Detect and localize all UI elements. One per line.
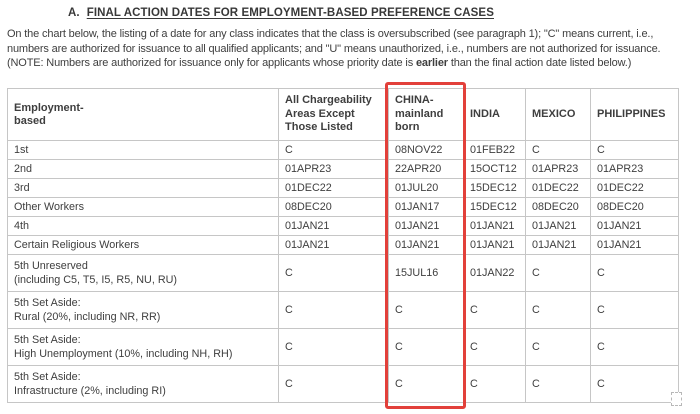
col-header-mexico: MEXICO bbox=[526, 89, 591, 141]
cell-mexico: 08DEC20 bbox=[526, 198, 591, 217]
col-header-employment-based: Employment-based bbox=[8, 89, 279, 141]
cell-philippines: C bbox=[591, 141, 679, 160]
cell-philippines: 08DEC20 bbox=[591, 198, 679, 217]
cell-india: 01JAN21 bbox=[464, 236, 526, 255]
row-label: 5th Set Aside: Infrastructure (2%, including RI) bbox=[8, 366, 279, 403]
cell-india: 01JAN22 bbox=[464, 255, 526, 292]
row-label: 5th Unreserved (including C5, T5, I5, R5, NU, RU) bbox=[8, 255, 279, 292]
table-row-eb5-set-aside-infrastructure bbox=[8, 366, 679, 403]
final-action-dates-table bbox=[7, 88, 679, 403]
row-label: 1st bbox=[8, 141, 279, 160]
cell-india: C bbox=[464, 366, 526, 403]
col-header-all-chargeability: All Chargeability Areas Except Those Listed bbox=[279, 89, 389, 141]
selection-handle-artifact bbox=[671, 392, 682, 406]
cell-all-chargeability: C bbox=[279, 366, 389, 403]
cell-mexico: 01JAN21 bbox=[526, 217, 591, 236]
cell-india: C bbox=[464, 292, 526, 329]
cell-mexico: C bbox=[526, 366, 591, 403]
cell-philippines: 01APR23 bbox=[591, 160, 679, 179]
intro-paragraph bbox=[7, 27, 695, 71]
section-heading bbox=[68, 7, 494, 19]
cell-mexico: 01APR23 bbox=[526, 160, 591, 179]
cell-philippines: 01DEC22 bbox=[591, 179, 679, 198]
row-label: 3rd bbox=[8, 179, 279, 198]
cell-all-chargeability: C bbox=[279, 329, 389, 366]
cell-india: 01FEB22 bbox=[464, 141, 526, 160]
table-row-eb4 bbox=[8, 217, 679, 236]
col-header-india: INDIA bbox=[464, 89, 526, 141]
cell-china: 15JUL16 bbox=[389, 255, 464, 292]
cell-mexico: 01DEC22 bbox=[526, 179, 591, 198]
cell-philippines: 01JAN21 bbox=[591, 236, 679, 255]
cell-all-chargeability: 01APR23 bbox=[279, 160, 389, 179]
cell-mexico: C bbox=[526, 329, 591, 366]
cell-china: 01JUL20 bbox=[389, 179, 464, 198]
cell-all-chargeability: 01JAN21 bbox=[279, 236, 389, 255]
cell-china: 01JAN21 bbox=[389, 236, 464, 255]
cell-china: 08NOV22 bbox=[389, 141, 464, 160]
row-label: 4th bbox=[8, 217, 279, 236]
cell-india: 15DEC12 bbox=[464, 179, 526, 198]
row-label: 5th Set Aside: High Unemployment (10%, including NH, RH) bbox=[8, 329, 279, 366]
cell-philippines: C bbox=[591, 329, 679, 366]
table-row-eb3 bbox=[8, 179, 679, 198]
cell-india: 15DEC12 bbox=[464, 198, 526, 217]
row-label: Other Workers bbox=[8, 198, 279, 217]
cell-china: 01JAN21 bbox=[389, 217, 464, 236]
cell-china: C bbox=[389, 366, 464, 403]
cell-philippines: C bbox=[591, 292, 679, 329]
cell-philippines: C bbox=[591, 366, 679, 403]
cell-all-chargeability: C bbox=[279, 292, 389, 329]
table-header-row bbox=[8, 89, 679, 141]
col-header-china-mainland-born: CHINA-mainland born bbox=[389, 89, 464, 141]
cell-mexico: C bbox=[526, 141, 591, 160]
cell-india: 15OCT12 bbox=[464, 160, 526, 179]
intro-text-before: On the chart below, the listing of a date for any class indicates that the class is oversubscribed (see paragraph 1); "C" means current, i.e., numbers are authorized for issuance to all qualified applicants; and "U" means unauthorized, i.e., numbers are not authorized for issuance. (NOTE: Numbers are authorized for issuance only for applicants whose priority date is bbox=[7, 28, 661, 70]
cell-india: 01JAN21 bbox=[464, 217, 526, 236]
cell-all-chargeability: 01DEC22 bbox=[279, 179, 389, 198]
table-row-eb5-unreserved bbox=[8, 255, 679, 292]
table-row-eb2 bbox=[8, 160, 679, 179]
cell-all-chargeability: 08DEC20 bbox=[279, 198, 389, 217]
cell-mexico: C bbox=[526, 255, 591, 292]
cell-china: C bbox=[389, 329, 464, 366]
table-row-eb5-set-aside-high-unemployment bbox=[8, 329, 679, 366]
cell-all-chargeability: 01JAN21 bbox=[279, 217, 389, 236]
cell-india: C bbox=[464, 329, 526, 366]
row-label: 2nd bbox=[8, 160, 279, 179]
intro-bold-word: earlier bbox=[415, 57, 448, 70]
cell-philippines: C bbox=[591, 255, 679, 292]
row-label: Certain Religious Workers bbox=[8, 236, 279, 255]
cell-mexico: C bbox=[526, 292, 591, 329]
section-title: FINAL ACTION DATES FOR EMPLOYMENT-BASED PREFERENCE CASES bbox=[86, 7, 494, 19]
table-row-other-workers bbox=[8, 198, 679, 217]
cell-mexico: 01JAN21 bbox=[526, 236, 591, 255]
cell-china: 22APR20 bbox=[389, 160, 464, 179]
table-row-eb5-set-aside-rural bbox=[8, 292, 679, 329]
intro-text-after: than the final action date listed below.) bbox=[447, 57, 632, 70]
cell-all-chargeability: C bbox=[279, 141, 389, 160]
table-row-certain-religious-workers bbox=[8, 236, 679, 255]
cell-china: 01JAN17 bbox=[389, 198, 464, 217]
section-letter: A. bbox=[68, 7, 80, 19]
col-header-philippines: PHILIPPINES bbox=[591, 89, 679, 141]
cell-all-chargeability: C bbox=[279, 255, 389, 292]
cell-china: C bbox=[389, 292, 464, 329]
cell-philippines: 01JAN21 bbox=[591, 217, 679, 236]
table-row-eb1 bbox=[8, 141, 679, 160]
row-label: 5th Set Aside: Rural (20%, including NR, RR) bbox=[8, 292, 279, 329]
